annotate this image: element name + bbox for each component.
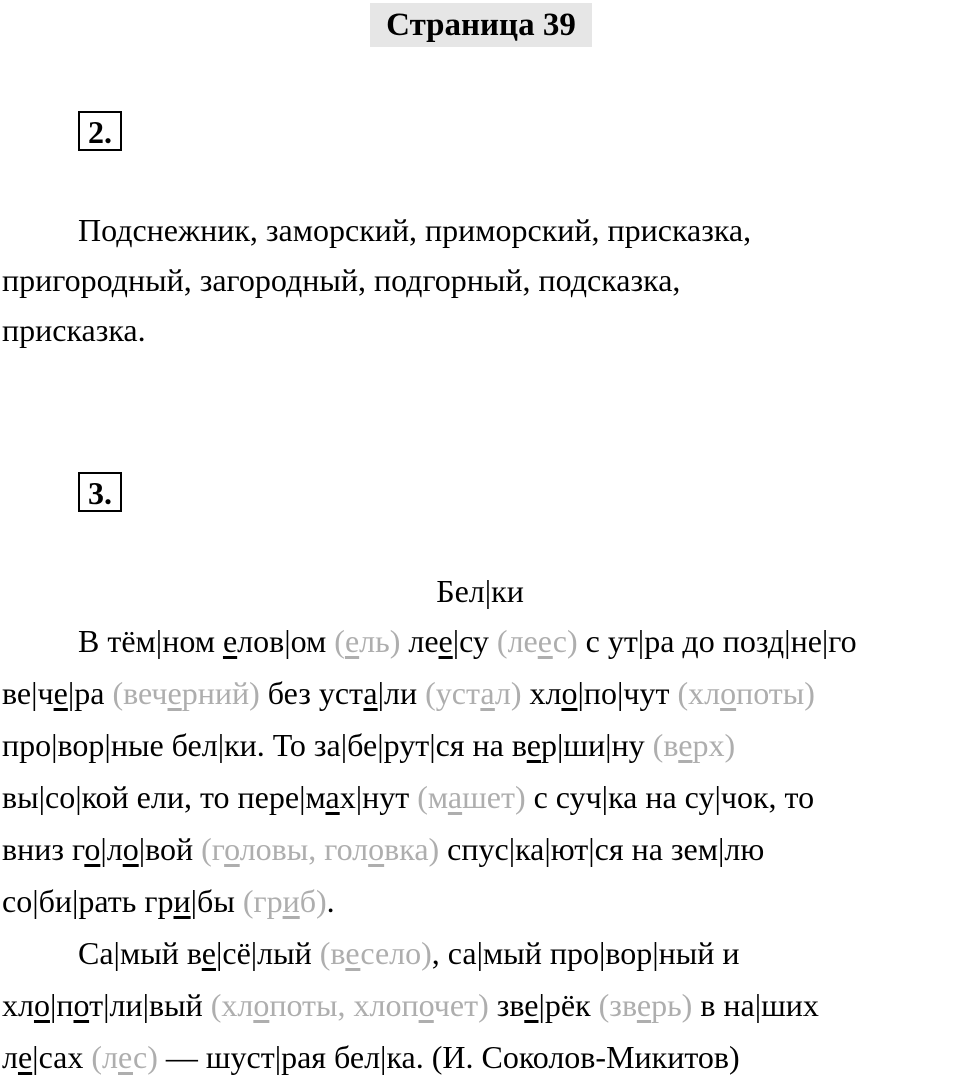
underlined-vowel: е [17, 1039, 33, 1075]
check-word-hint: рь) [651, 987, 693, 1023]
text-segment: ве|ч [2, 675, 54, 711]
text-segment: . [326, 883, 335, 919]
task-3-line [2, 987, 819, 1024]
text-segment: , са|мый про|вор|ный и [431, 935, 740, 971]
check-word-hint: шет) [462, 779, 526, 815]
task-3-line [2, 1039, 740, 1076]
text-segment: |л [100, 831, 123, 867]
task-3-line [78, 623, 857, 660]
text-segment: Са|мый в [78, 935, 202, 971]
task-number-3: 3. [78, 472, 122, 512]
check-word-hint: рний) [181, 675, 260, 711]
underlined-vowel: е [53, 675, 68, 711]
underlined-vowel: о [73, 987, 90, 1023]
text-segment: |по|чут [577, 675, 678, 711]
check-word-hint: вка) [384, 831, 440, 867]
check-word-hint: село) [360, 935, 432, 971]
underlined-vowel: о [253, 987, 270, 1023]
check-word-hint: (гр [242, 883, 283, 919]
underlined-vowel: е [524, 987, 539, 1023]
underlined-vowel: е [345, 935, 361, 971]
check-word-hint: (веч [112, 675, 168, 711]
check-word-hint: с) [552, 623, 578, 659]
text-segment: |сё|лый [215, 935, 320, 971]
text-title: Бел|ки [436, 573, 524, 609]
check-word-hint: (в [319, 935, 346, 971]
check-word-hint: б) [299, 883, 327, 919]
underlined-vowel: о [122, 831, 139, 867]
check-word-hint: чет) [433, 987, 489, 1023]
check-word-hint: (хл [210, 987, 254, 1023]
underlined-vowel: е [222, 623, 238, 659]
check-word-hint: поты) [736, 675, 815, 711]
text-segment: |сах [32, 1039, 92, 1075]
text-segment: |п [49, 987, 74, 1023]
check-word-hint: (в [652, 727, 679, 763]
text-segment: хл [521, 675, 562, 711]
check-word-hint: (зв [598, 987, 637, 1023]
text-segment: хл [2, 987, 34, 1023]
check-word-hint: ль) [359, 623, 401, 659]
check-word-hint: ловы, гол [239, 831, 369, 867]
underlined-vowel: о [33, 987, 50, 1023]
text-segment: спус|ка|ют|ся на зем|лю [439, 831, 765, 867]
underlined-vowel: о [418, 987, 434, 1023]
check-word-hint: л) [494, 675, 522, 711]
check-word-hint: рх) [692, 727, 736, 763]
check-word-hint: (ле [496, 623, 538, 659]
text-segment: без уст [259, 675, 364, 711]
underlined-vowel: е [118, 1039, 133, 1075]
underlined-vowel: и [282, 883, 300, 919]
task-2-line: присказка. [2, 312, 146, 348]
text-segment: |су [452, 623, 497, 659]
text-segment: л [2, 1039, 18, 1075]
text-segment: |ра [67, 675, 113, 711]
text-segment: т|ли|вый [89, 987, 211, 1023]
underlined-vowel: е [438, 623, 453, 659]
text-segment: зв [488, 987, 525, 1023]
text-segment: про|вор|ные бел|ки. То за|бе|рут|ся на в [2, 727, 527, 763]
check-word-hint: (г [201, 831, 225, 867]
text-segment: |вой [138, 831, 202, 867]
check-word-hint: (хл [677, 675, 721, 711]
text-segment: с суч|ка на су|чок, то [525, 779, 815, 815]
text-segment: |рёк [538, 987, 599, 1023]
check-word-hint: ( [334, 623, 345, 659]
underlined-vowel: о [224, 831, 240, 867]
underlined-vowel: о [561, 675, 578, 711]
task-3-line [2, 883, 335, 920]
text-segment: вниз г [2, 831, 85, 867]
task-3-line [2, 675, 815, 712]
underlined-vowel: о [368, 831, 385, 867]
text-segment: — шуст|рая бел|ка. (И. Соколов-Микитов) [157, 1039, 740, 1075]
text-segment: х|нут [339, 779, 418, 815]
task-3-line [2, 831, 764, 868]
text-segment: ле [400, 623, 439, 659]
underlined-vowel: а [363, 675, 378, 711]
task-number-2: 2. [78, 111, 122, 151]
text-segment: с ут|ра до позд|не|го [577, 623, 857, 659]
check-word-hint: с) [133, 1039, 158, 1075]
check-word-hint: (л [91, 1039, 118, 1075]
task-2-line: пригородный, загородный, подгорный, подсказка, [2, 262, 681, 298]
text-segment: В тём|ном [78, 623, 223, 659]
underlined-vowel: о [84, 831, 101, 867]
underlined-vowel: а [447, 779, 463, 815]
text-segment: |ли [377, 675, 426, 711]
underlined-vowel: е [636, 987, 652, 1023]
task-3-line [2, 727, 735, 764]
text-segment: со|би|рать гр [2, 883, 174, 919]
text-segment: вы|со|кой ели, то пере|м [2, 779, 326, 815]
underlined-vowel: е [201, 935, 216, 971]
underlined-vowel: а [480, 675, 495, 711]
task-2-line: Подснежник, заморский, приморский, присказка, [78, 212, 752, 248]
underlined-vowel: и [173, 883, 191, 919]
check-word-hint: (м [417, 779, 448, 815]
underlined-vowel: о [720, 675, 737, 711]
task-3-line [2, 779, 814, 816]
underlined-vowel: а [325, 779, 340, 815]
text-segment: р|ши|ну [540, 727, 653, 763]
page-title: Страница 39 [370, 3, 592, 47]
text-segment: |бы [190, 883, 243, 919]
text-segment: лов|ом [237, 623, 335, 659]
check-word-hint: поты, хлоп [269, 987, 419, 1023]
check-word-hint: (уст [425, 675, 481, 711]
underlined-vowel: е [678, 727, 693, 763]
underlined-vowel: е [537, 623, 553, 659]
underlined-vowel: е [167, 675, 182, 711]
task-3-line [78, 935, 740, 972]
underlined-vowel: е [344, 623, 360, 659]
text-segment: в на|ших [692, 987, 819, 1023]
underlined-vowel: е [526, 727, 541, 763]
